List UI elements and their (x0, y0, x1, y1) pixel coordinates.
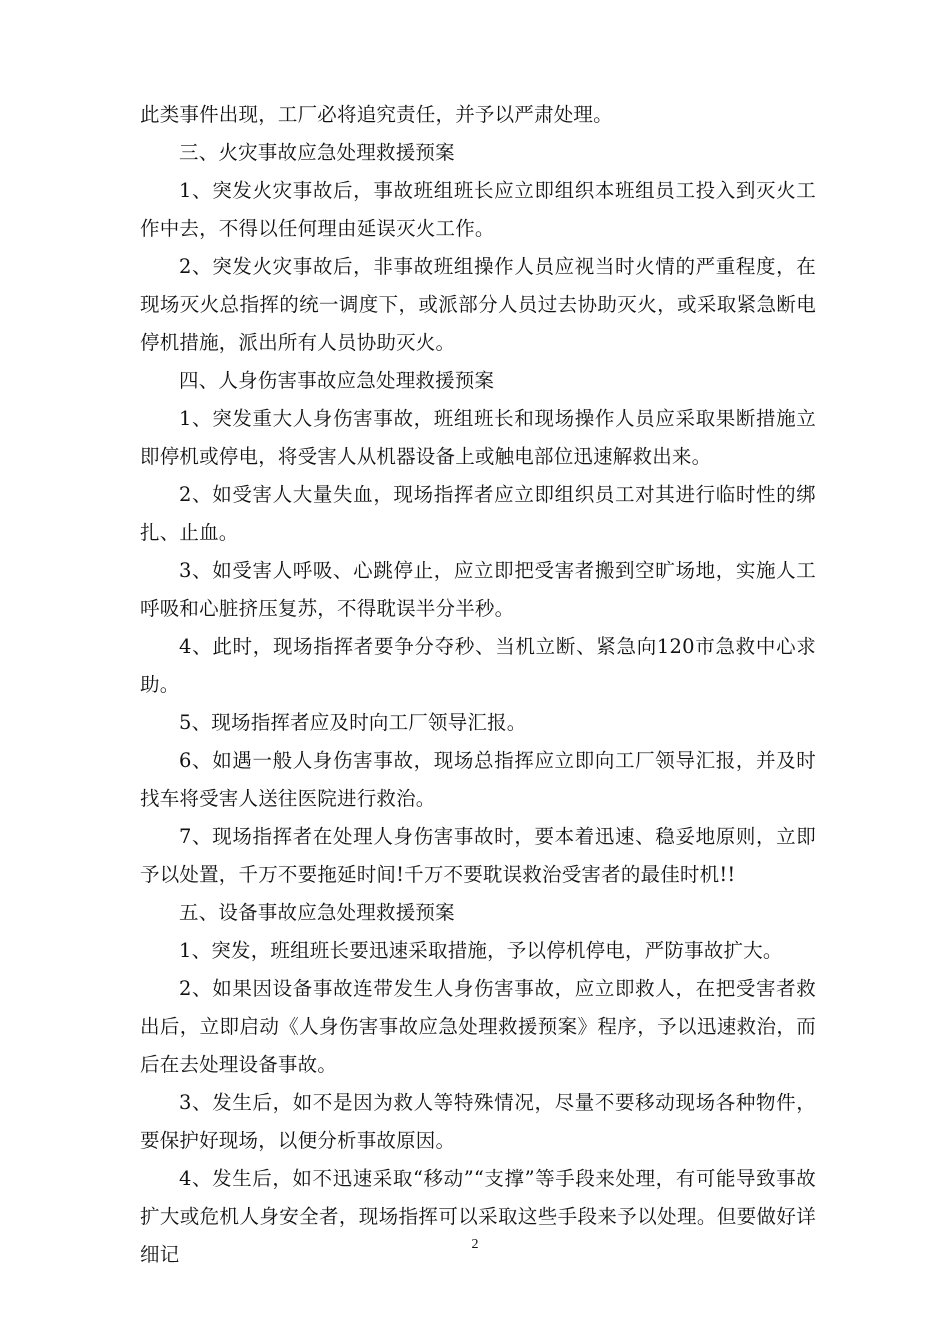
section-heading-equipment: 五、设备事故应急处理救援预案 (179, 901, 455, 924)
paragraph: 5、现场指挥者应及时向工厂领导汇报。 (179, 711, 527, 734)
document-body (140, 96, 816, 1274)
section-heading-injury: 四、人身伤害事故应急处理救援预案 (179, 369, 495, 392)
paragraph: 1、突发，班组班长要迅速采取措施，予以停机停电，严防事故扩大。 (179, 939, 783, 962)
section-heading-fire: 三、火灾事故应急处理救援预案 (179, 141, 455, 164)
paragraph: 3、如受害人呼吸、心跳停止，应立即把受害者搬到空旷场地，实施人工呼吸和心脏挤压复苏，不得耽误半分半秒。 (140, 559, 816, 620)
paragraph: 1、突发火灾事故后，事故班组班长应立即组织本班组员工投入到灭火工作中去，不得以任何理由延误灭火工作。 (140, 179, 816, 240)
paragraph: 4、发生后，如不迅速采取“移动”“支撑”等手段来处理，有可能导致事故扩大或危机人身安全者，现场指挥可以采取这些手段来予以处理。但要做好详细记 (140, 1167, 816, 1266)
paragraph: 2、如受害人大量失血，现场指挥者应立即组织员工对其进行临时性的绑扎、止血。 (140, 483, 816, 544)
page-number: 2 (471, 1237, 479, 1252)
paragraph: 6、如遇一般人身伤害事故，现场总指挥应立即向工厂领导汇报，并及时找车将受害人送往医院进行救治。 (140, 749, 816, 810)
paragraph: 4、此时，现场指挥者要争分夺秒、当机立断、紧急向120市急救中心求助。 (140, 635, 816, 696)
paragraph: 7、现场指挥者在处理人身伤害事故时，要本着迅速、稳妥地原则，立即予以处置，千万不要拖延时间!千万不要耽误救治受害者的最佳时机!! (140, 825, 816, 886)
paragraph: 1、突发重大人身伤害事故，班组班长和现场操作人员应采取果断措施立即停机或停电，将受害人从机器设备上或触电部位迅速解救出来。 (140, 407, 816, 468)
paragraph: 2、突发火灾事故后，非事故班组操作人员应视当时火情的严重程度，在现场灭火总指挥的统一调度下，或派部分人员过去协助灭火，或采取紧急断电停机措施，派出所有人员协助灭火。 (140, 255, 816, 354)
paragraph: 2、如果因设备事故连带发生人身伤害事故，应立即救人，在把受害者救出后，立即启动《人身伤害事故应急处理救援预案》程序，予以迅速救治，而后在去处理设备事故。 (140, 977, 816, 1076)
paragraph-continuation: 此类事件出现，工厂必将追究责任，并予以严肃处理。 (140, 103, 613, 126)
paragraph: 3、发生后，如不是因为救人等特殊情况，尽量不要移动现场各种物件，要保护好现场，以便分析事故原因。 (140, 1091, 816, 1152)
